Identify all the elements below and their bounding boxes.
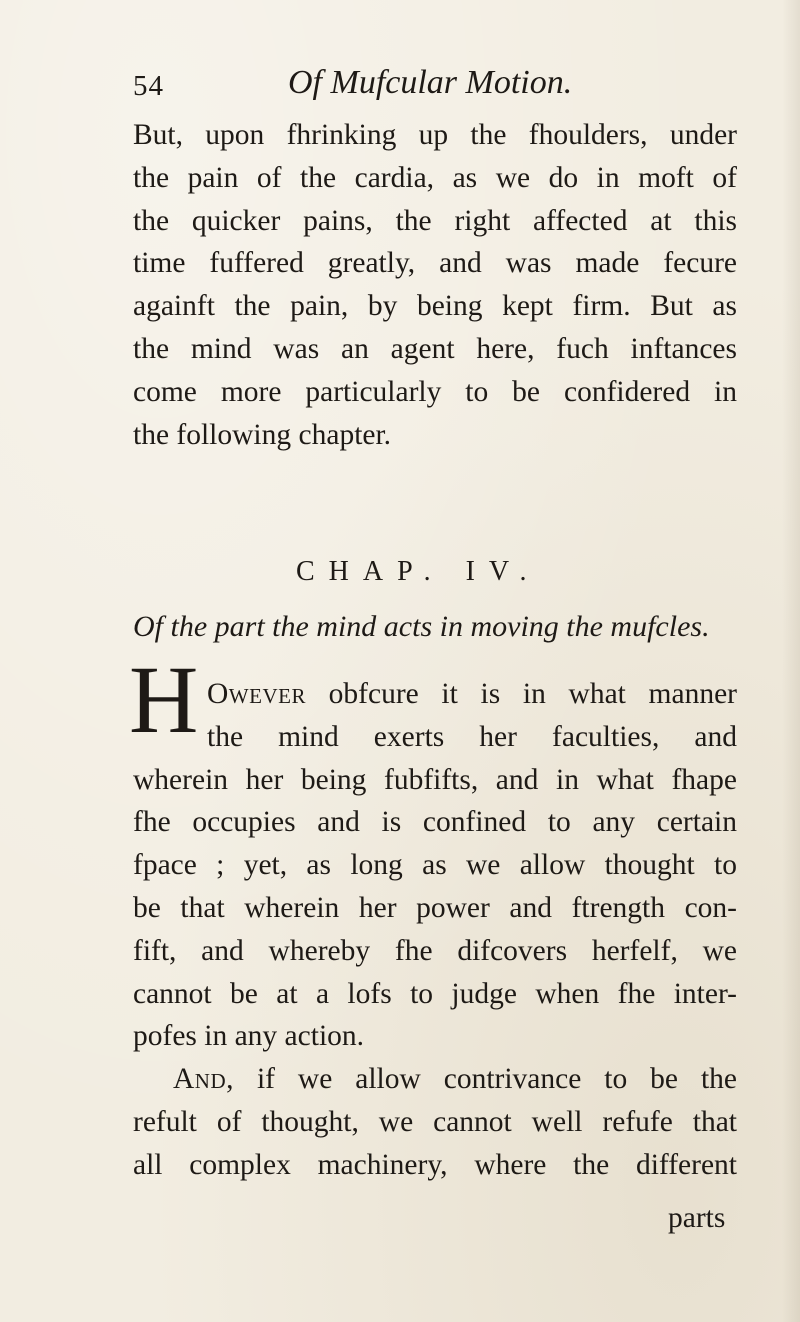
paragraph-2-line: be that wherein her power and ftrength con- [133,891,737,924]
paragraph-2-line: wherein her being fubfifts, and in what fhape [133,763,737,796]
running-title: Of Mufcular Motion. [288,64,573,101]
paragraph-2-line: fhe occupies and is confined to any certain [133,806,737,839]
paragraph-1-line: the following chapter. [133,418,392,451]
paragraph-2-line: cannot be at a lofs to judge when fhe inter- [133,977,737,1010]
paragraph-2-line: fpace ; yet, as long as we allow thought to [133,849,737,882]
paragraph-2 [133,673,737,1058]
paragraph-1-line: the pain of the cardia, as we do in moft of [133,161,737,194]
paragraph-2-line: pofes in any action. [133,1020,365,1053]
paragraph-2-line-text: obfcure it is in what manner [328,678,738,710]
paragraph-3-line-text: if we allow contrivance to be the [256,1063,737,1095]
paragraph-2-line [133,673,737,716]
catchword: parts [668,1202,726,1234]
paragraph-1 [133,114,737,456]
page-number: 54 [133,70,164,102]
paragraph-3-line: all complex machinery, where the different [133,1148,737,1181]
paragraph-1-line: the mind was an agent here, fuch inftances [133,332,737,365]
paragraph-1-line: come more particularly to be confidered in [133,375,737,408]
paragraph-3 [133,1058,737,1186]
paragraph-2-line: fift, and whereby fhe difcovers herfelf, we [133,934,737,967]
page-edge-shadow [782,0,800,1322]
paragraph-1-line: the quicker pains, the right affected at this [133,204,737,237]
chapter-heading: CHAP. IV. [296,556,541,587]
drop-cap: H [129,646,199,753]
paragraph-1-line: againft the pain, by being kept firm. But as [133,290,737,323]
first-word-smallcaps: Owever [207,678,306,710]
chapter-subtitle: Of the part the mind acts in moving the mufcles. [133,610,710,643]
paragraph-3-line [133,1058,737,1101]
first-word-smallcaps: And, [173,1063,235,1095]
paragraph-2-line: the mind exerts her faculties, and [207,720,737,753]
paragraph-1-line: But, upon fhrinking up the fhoulders, under [133,119,737,151]
paragraph-3-line: refult of thought, we cannot well refufe that [133,1105,737,1138]
paragraph-1-line: time fuffered greatly, and was made fecure [133,247,737,280]
page-header [133,60,733,100]
